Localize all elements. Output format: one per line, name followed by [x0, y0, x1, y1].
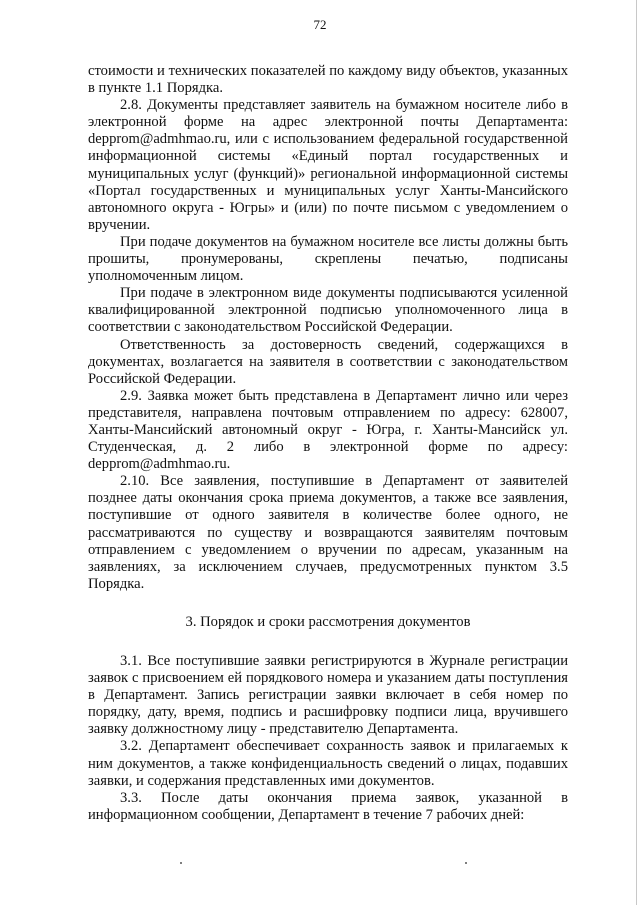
- paragraph-electronic-submission: При подаче в электронном виде документы подписываются усиленной квалифицированной электронной подписью уполномоченного лица в соответствии с законодательством Российской Федерации.: [88, 285, 568, 336]
- page-edge-line: [636, 0, 637, 905]
- scan-dot: [180, 862, 182, 864]
- paragraph-responsibility: Ответственность за достоверность сведений, содержащихся в документах, возлагается на заявителя в соответствии с законодательством Российской Федерации.: [88, 336, 568, 387]
- paragraph-paper-submission: При подаче документов на бумажном носителе все листы должны быть прошиты, пронумерованы, скреплены печатью, подписаны уполномоченным лицом.: [88, 233, 568, 285]
- paragraph-continuation: стоимости и технических показателей по каждому виду объектов, указанных в пункте 1.1 Порядка.: [88, 63, 568, 97]
- document-body: [88, 63, 568, 824]
- page-number: 72: [313, 17, 327, 32]
- paragraph-3-3: 3.3. После даты окончания приема заявок, указанной в информационном сообщении, Департамент в течение 7 рабочих дней:: [88, 789, 568, 823]
- paragraph-2-8: 2.8. Документы представляет заявитель на бумажном носителе либо в электронной форме на адрес электронной почты Департамента: depprom@admhmao.ru, или с использованием федеральной государственной информационной системы «Единый портал государственных и муниципальных услуг (функций)» региональной информационной системы «Портал государственных и муниципальных услуг Ханты-Мансийского автономного округа - Югры» и (или) по почте письмом с уведомлением о вручении.: [88, 97, 568, 233]
- paragraph-3-2: 3.2. Департамент обеспечивает сохранность заявок и прилагаемых к ним документов, а также конфиденциальность сведений о лицах, подавших заявки, и содержания представленных ими документов.: [88, 738, 568, 789]
- scan-dot: [465, 862, 467, 864]
- paragraph-3-1: 3.1. Все поступившие заявки регистрируются в Журнале регистрации заявок с присвоением ей порядкового номера и указанием даты поступления в Департамент. Запись регистрации заявки включает в себя номер по порядку, дату, время, подпись и расшифровку подписи лица, вручившего заявку должностному лицу - представителю Департамента.: [88, 653, 568, 738]
- paragraph-2-10: 2.10. Все заявления, поступившие в Департамент от заявителей позднее даты окончания срока приема документов, а также все заявления, поступившие от одного заявителя в количестве более одного, не рассматриваются по существу и возвращаются заявителям почтовым отправлением с уведомлением о вручении по адресам, указанным на заявлениях, за исключением случаев, предусмотренных пунктом 3.5 Порядка.: [88, 473, 568, 592]
- section-heading: 3. Порядок и сроки рассмотрения документов: [185, 613, 471, 630]
- paragraph-2-9: 2.9. Заявка может быть представлена в Департамент лично или через представителя, направлена почтовым отправлением по адресу: 628007, Ханты-Мансийский автономный округ - Югра, г. Ханты-Мансийск ул. Студенческая, д. 2 либо в электронной форме по адресу: depprom@admhmao.ru.: [88, 387, 568, 473]
